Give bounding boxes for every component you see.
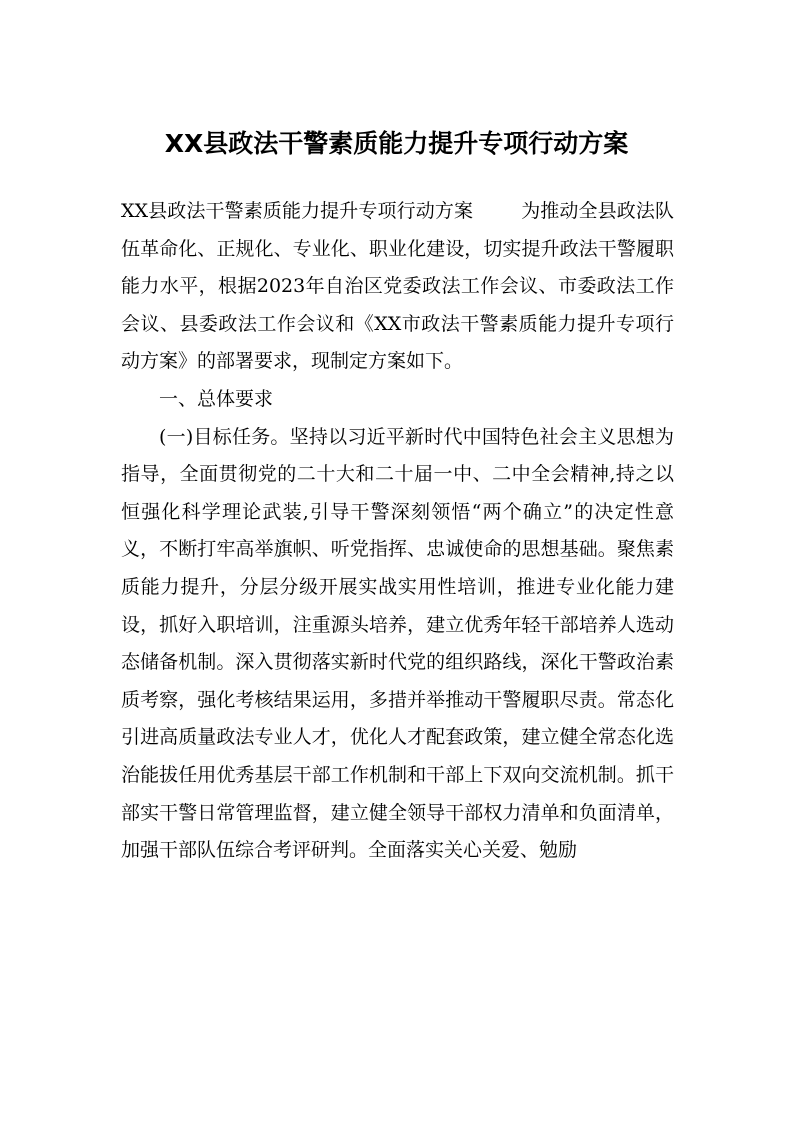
section-heading: 一、总体要求: [159, 387, 274, 410]
intro-repeated-title: XX县政法干警素质能力提升专项行动方案: [121, 200, 474, 222]
intro-paragraph: [121, 193, 674, 381]
subsection-paragraph: (一)目标任务。坚持以习近平新时代中国特色社会主义思想为指导，全面贯彻党的二十大和二十届一中、二中全会精神,持之以恒强化科学理论武装,引导干警深刻领悟“两个确立”的决定性意义，不断打牢高举旗帜、听党指挥、忠诚使命的思想基础。聚焦素质能力提升，分层分级开展实战实用性培训，推进专业化能力建设，抓好入职培训，注重源头培养，建立优秀年轻干部培养人选动态储备机制。深入贯彻落实新时代党的组织路线，深化干警政治素质考察，强化考核结果运用，多措并举推动干警履职尽责。常态化引进高质量政法专业人才，优化人才配套政策，建立健全常态化选治能拔任用优秀基层干部工作机制和干部上下双向交流机制。抓干部实干警日常管理监督，建立健全领导干部权力清单和负面清单，加强干部队伍综合考评研判。全面落实关心关爱、勉励: [121, 425, 674, 862]
document-body: [121, 193, 674, 870]
intro-text: 为推动全县政法队伍革命化、正规化、专业化、职业化建设，切实提升政法干警履职能力水平，根据2023年自治区党委政法工作会议、市委政法工作会议、县委政法工作会议和《XX市政法干警素质能力提升专项行动方案》的部署要求，现制定方案如下。: [121, 200, 674, 373]
document-title: XX县政法干警素质能力提升专项行动方案: [164, 129, 629, 158]
